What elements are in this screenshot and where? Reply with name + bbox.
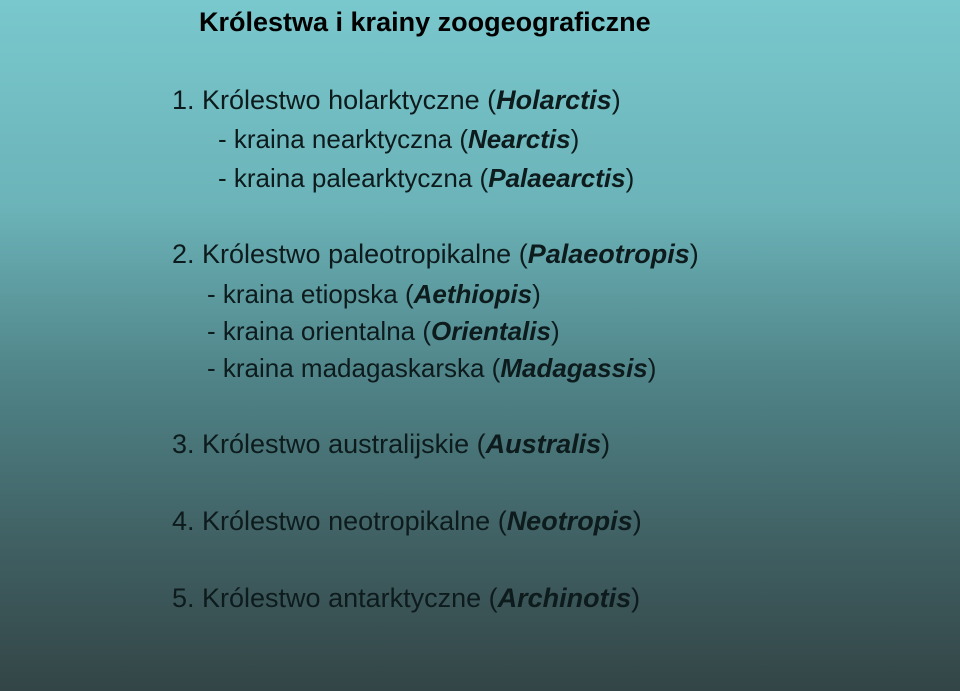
latin-name: Nearctis (467, 124, 571, 154)
kingdom-3-heading: 3. Królestwo australijskie (Australis) (172, 429, 611, 459)
kingdom-1-heading: 1. Królestwo holarktyczne (Holarctis) (172, 85, 621, 115)
latin-name: Australis (485, 429, 602, 459)
latin-name: Holarctis (496, 85, 612, 115)
latin-name: Orientalis (431, 316, 551, 346)
latin-name: Neotropis (506, 506, 633, 536)
kingdom-5-heading: 5. Królestwo antarktyczne (Archinotis) (172, 583, 641, 613)
latin-name: Palaeotropis (527, 239, 690, 269)
slide-title: Królestwa i krainy zoogeograficzne (199, 7, 651, 37)
region-madagascan: - kraina madagaskarska (Madagassis) (207, 353, 657, 383)
kingdom-4-heading: 4. Królestwo neotropikalne (Neotropis) (172, 506, 642, 536)
region-ethiopian: - kraina etiopska (Aethiopis) (207, 279, 541, 309)
kingdom-2-heading: 2. Królestwo paleotropikalne (Palaeotropis) (172, 239, 699, 269)
latin-name: Aethiopis (413, 279, 533, 309)
region-oriental: - kraina orientalna (Orientalis) (207, 316, 560, 346)
latin-name: Archinotis (497, 583, 632, 613)
latin-name: Palaearctis (488, 163, 626, 193)
region-nearctic: - kraina nearktyczna (Nearctis) (218, 124, 580, 154)
latin-name: Madagassis (500, 353, 648, 383)
region-palearctic: - kraina palearktyczna (Palaearctis) (218, 163, 635, 193)
